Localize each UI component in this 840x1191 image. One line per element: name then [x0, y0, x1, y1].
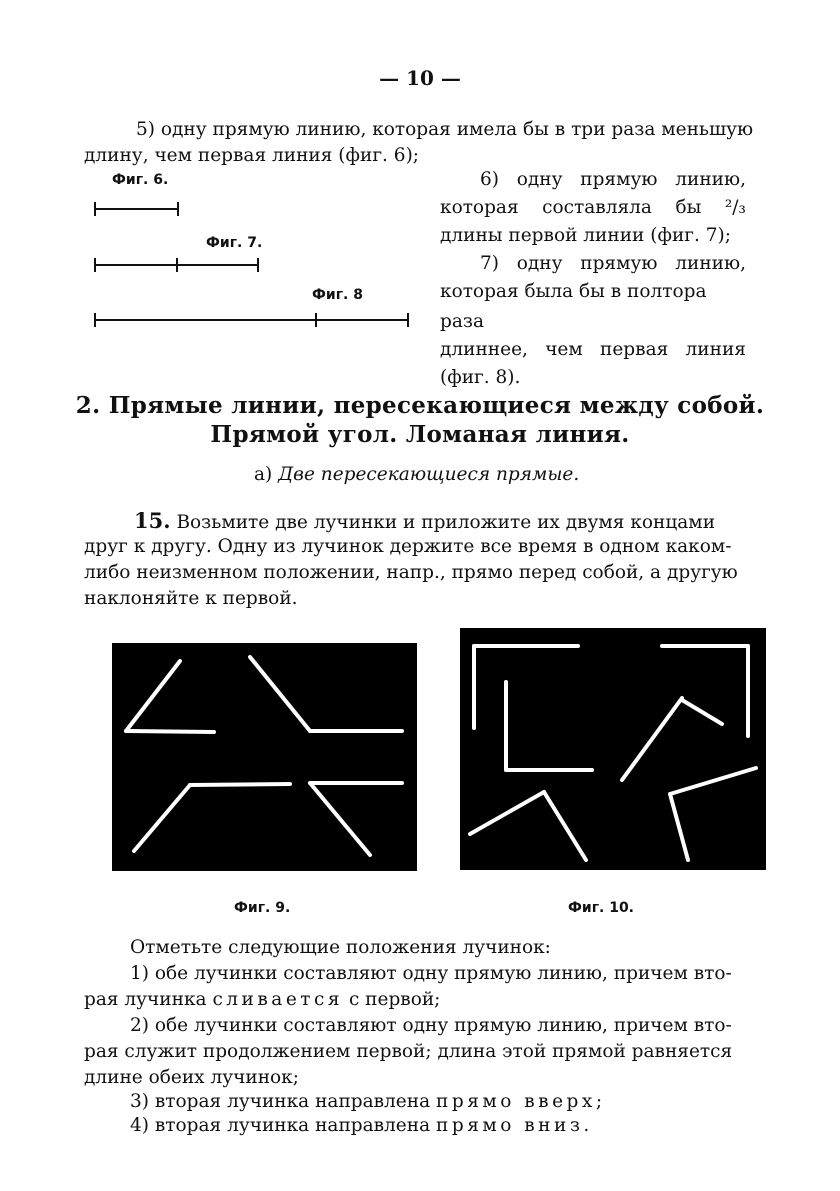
- list-item1-line1: 1) обе лучинки составляют одну прямую линию, причем вто-: [130, 963, 732, 984]
- paragraph15-line4: наклоняйте к первой.: [84, 588, 298, 609]
- paragraph-number: 15.: [134, 508, 171, 533]
- item6-line1: [440, 165, 746, 195]
- stick: [190, 784, 290, 785]
- item6-w3: прямую: [580, 169, 658, 190]
- item5-line2: длину, чем первая линия (фиг. 6);: [84, 145, 420, 166]
- fig9-photo: [112, 643, 417, 871]
- item7-w4: линию,: [675, 253, 746, 274]
- list-item3: [130, 1088, 606, 1115]
- item6-line2: [440, 193, 746, 223]
- item4-emphasis: прямо вниз.: [436, 1115, 593, 1136]
- page-number: — 10 —: [379, 66, 461, 90]
- stick: [670, 768, 756, 794]
- item4-text: 4) вторая лучинка направлена: [130, 1115, 431, 1136]
- item6-line3: длины первой линии (фиг. 7);: [440, 225, 731, 246]
- stick: [134, 785, 190, 851]
- item6-fraction: ²/₃: [724, 197, 746, 218]
- item6-w2: одну: [516, 169, 563, 190]
- item6-w6: составляла: [542, 197, 652, 218]
- fig10-caption: Фиг. 10.: [568, 900, 635, 916]
- fig8-caption: Фиг. 8: [312, 287, 363, 303]
- item5-line1: 5) одну прямую линию, которая имела бы в три раза меньшую: [136, 119, 754, 140]
- item7-line4: (фиг. 8).: [440, 367, 521, 388]
- item6-w7: бы: [675, 197, 702, 218]
- item7-w5: длиннее,: [440, 339, 528, 360]
- fig6-segment: [95, 202, 178, 216]
- fig10-sticks: [460, 628, 766, 870]
- paragraph15-text1: Возьмите две лучинки и приложите их двумя концами: [176, 512, 716, 533]
- subtitle-text: Две пересекающиеся прямые.: [278, 464, 580, 485]
- fig7-segment: [95, 258, 258, 272]
- item6-w5: которая: [440, 197, 519, 218]
- item6-w1: 6): [480, 169, 499, 190]
- item6-w4: линию,: [675, 169, 746, 190]
- section-title-line2: Прямой угол. Ломаная линия.: [210, 421, 630, 448]
- fig6-caption: Фиг. 6.: [112, 172, 169, 188]
- item7-line1: [440, 249, 746, 279]
- stick: [544, 792, 586, 860]
- item7-line3: [440, 335, 746, 365]
- list-item2-line3: длине обеих лучинок;: [84, 1067, 299, 1088]
- stick: [310, 783, 370, 855]
- list-item1-line2: [84, 986, 440, 1013]
- list-item2-line1: 2) обе лучинки составляют одну прямую линию, причем вто-: [130, 1015, 732, 1036]
- fig8-segment: [95, 313, 408, 327]
- paragraph15-line2: друг к другу. Одну из лучинок держите все время в одном каком-: [84, 536, 732, 557]
- paragraph15-line1: [134, 507, 715, 536]
- item7-w1: 7): [480, 253, 499, 274]
- fig9-sticks: [112, 643, 417, 871]
- item3-emphasis: прямо вверх;: [436, 1091, 606, 1112]
- list-item2-line2: рая служит продолжением первой; длина этой прямой равняется: [84, 1041, 733, 1062]
- subtitle: [254, 461, 579, 488]
- fig10-photo: [460, 628, 766, 870]
- item7-w6: чем: [545, 339, 583, 360]
- stick: [622, 698, 682, 780]
- item7-w3: прямую: [580, 253, 658, 274]
- fig7-caption: Фиг. 7.: [206, 235, 263, 251]
- paragraph15-line3: либо неизменном положении, напр., прямо перед собой, а другую: [84, 562, 738, 583]
- item1-emphasis: сливается: [212, 989, 344, 1010]
- stick: [250, 657, 310, 731]
- item3-text: 3) вторая лучинка направлена: [130, 1091, 431, 1112]
- stick: [126, 731, 214, 732]
- fig9-caption: Фиг. 9.: [234, 900, 291, 916]
- item7-w7: первая: [600, 339, 669, 360]
- right-column: [440, 165, 746, 393]
- stick: [470, 792, 544, 834]
- item1-text-c: с первой;: [348, 989, 441, 1010]
- list-item4: [130, 1112, 593, 1139]
- item7-line2: которая была бы в полтора раза: [440, 281, 707, 332]
- list-intro: Отметьте следующие положения лучинок:: [130, 937, 551, 958]
- item7-w8: линия: [685, 339, 746, 360]
- item7-w2: одну: [516, 253, 563, 274]
- section-title-line1: 2. Прямые линии, пересекающиеся между собой.: [75, 392, 765, 419]
- subtitle-prefix: а): [254, 464, 273, 485]
- stick: [682, 700, 722, 724]
- item1-text-a: рая лучинка: [84, 989, 207, 1010]
- stick: [670, 794, 688, 860]
- stick: [126, 661, 180, 731]
